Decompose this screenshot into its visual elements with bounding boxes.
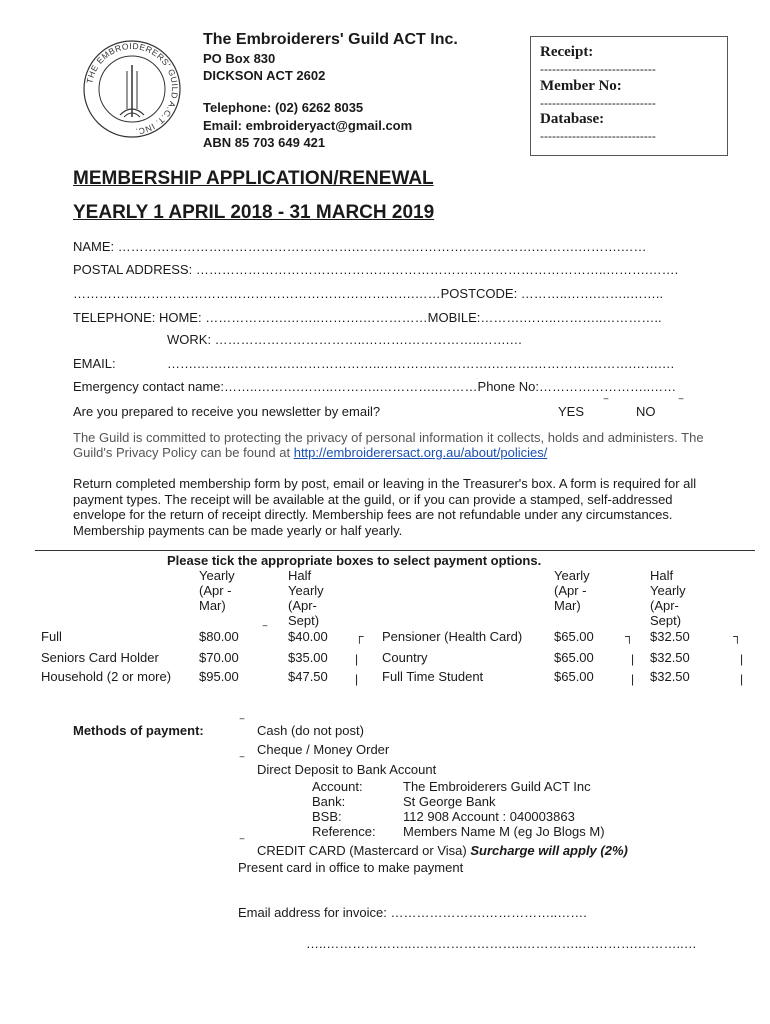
fee-seniors-half-checkbox[interactable]: | [355, 652, 359, 666]
fee-country-half: $32.50 [650, 650, 690, 665]
fee-student-half-checkbox[interactable]: | [740, 672, 744, 686]
member-no-line: ----------------------------- [540, 96, 656, 110]
direct-deposit-option: Direct Deposit to Bank Account [257, 762, 437, 777]
fee-country-yearly: $65.00 [554, 650, 594, 665]
telephone-field[interactable]: TELEPHONE: HOME: ……………….……..……….……………MOBILE:……….……..………..………….. [73, 310, 662, 325]
receipt-label: Receipt: [540, 44, 594, 60]
newsletter-yes-label: YES [558, 404, 585, 419]
bsb-value: 112 908 Account : 040003863 [403, 809, 575, 824]
fee-pensioner-half-checkbox[interactable]: ┐ [733, 629, 742, 643]
fee-country-yearly-checkbox[interactable]: | [631, 652, 635, 666]
fee-student-half: $32.50 [650, 669, 690, 684]
email-field[interactable]: …….…….…………….………………..………….………….……….………….……….…….… [167, 356, 675, 371]
fee-seniors-yearly: $70.00 [199, 650, 239, 665]
postcode-field[interactable]: …………………………………………………………………….……POSTCODE: ………..…….……..…….. [73, 286, 664, 301]
credit-card-option [257, 843, 628, 858]
privacy-text: The Guild is committed to protecting the privacy of personal information it collects, holds and administers. The Guild's Privacy Policy can be found at [73, 430, 704, 460]
bank-name-label: Bank: [312, 794, 346, 809]
left-yearly-header: Yearly (Apr - Mar) [199, 568, 235, 613]
return-instructions: Return completed membership form by post, email or leaving in the Treasurer's box. A form is required for all payment types. The receipt will be available at the guild, or if you can provide a stamped, self-addressed envelope for the return of receipt directly. Membership fees are not refundable under any circumstances. Membership payments can be made yearly or half yearly. [73, 476, 697, 538]
bsb-label: BSB: [312, 809, 342, 824]
newsletter-no-checkbox[interactable]: ‾ [679, 397, 683, 411]
org-email: Email: embroideryact@gmail.com [203, 118, 413, 133]
present-card-note: Present card in office to make payment [238, 860, 464, 875]
fee-full-half: $40.00 [288, 629, 328, 644]
org-telephone: Telephone: (02) 6262 8035 [203, 100, 364, 115]
bank-account-value: The Embroiderers Guild ACT Inc [403, 779, 591, 794]
newsletter-question: Are you prepared to receive you newsletter by email? [73, 404, 381, 419]
cash-option: Cash (do not post) [257, 723, 364, 738]
po-box: PO Box 830 [203, 51, 276, 66]
fee-seniors-name: Seniors Card Holder [41, 650, 159, 665]
direct-deposit-checkbox[interactable]: ‾ [240, 755, 244, 769]
right-half-yearly-header: Half Yearly (Apr- Sept) [650, 568, 686, 628]
fee-household-half-checkbox[interactable]: | [355, 672, 359, 686]
reference-value: Members Name M (eg Jo Blogs M) [403, 824, 605, 839]
fee-student-yearly-checkbox[interactable]: | [631, 672, 635, 686]
right-yearly-header: Yearly (Apr - Mar) [554, 568, 590, 613]
cheque-option: Cheque / Money Order [257, 742, 390, 757]
fee-household-name: Household (2 or more) [41, 669, 172, 684]
fee-pensioner-half: $32.50 [650, 629, 690, 644]
fee-full-half-checkbox[interactable]: ┌ [355, 629, 364, 643]
payment-methods-label: Methods of payment: [73, 723, 204, 738]
logo-ring-text: THE EMBROIDERERS' GUILD A.C.T. INC. [84, 40, 181, 137]
form-title: MEMBERSHIP APPLICATION/RENEWAL [73, 168, 434, 189]
guild-logo [80, 37, 184, 141]
fee-student-yearly: $65.00 [554, 669, 594, 684]
database-line: ----------------------------- [540, 129, 656, 143]
office-use-box [530, 36, 728, 156]
org-abn: ABN 85 703 649 421 [203, 135, 326, 150]
section-divider [35, 550, 755, 551]
fee-student-name: Full Time Student [382, 669, 484, 684]
fee-pensioner-yearly-checkbox[interactable]: ┐ [625, 629, 634, 643]
reference-label: Reference: [312, 824, 376, 839]
privacy-statement [73, 430, 713, 460]
invoice-email-line[interactable]: …..………………..……………………..…………..………….………..… [306, 936, 697, 951]
email-label: EMAIL: [73, 356, 116, 371]
fee-pensioner-name: Pensioner (Health Card) [382, 629, 523, 644]
fee-full-yearly: $80.00 [199, 629, 239, 644]
suburb: DICKSON ACT 2602 [203, 68, 326, 83]
receipt-line: ----------------------------- [540, 62, 656, 76]
surcharge-note: Surcharge will apply (2%) [470, 843, 628, 858]
postal-address-field[interactable]: POSTAL ADDRESS: …………………………………………………………………………………..……….……. [73, 262, 679, 277]
fee-country-half-checkbox[interactable]: | [740, 652, 744, 666]
fee-household-half: $47.50 [288, 669, 328, 684]
fees-heading: Please tick the appropriate boxes to select payment options. [167, 553, 542, 568]
fee-pensioner-yearly: $65.00 [554, 629, 594, 644]
newsletter-yes-checkbox[interactable]: ‾ [604, 397, 608, 411]
fee-full-yearly-checkbox[interactable]: ‾ [263, 624, 267, 638]
member-no-label: Member No: [540, 78, 622, 94]
cash-checkbox[interactable]: ‾ [240, 717, 244, 731]
work-phone-field[interactable]: WORK: ……………………………..……….……………..…….… [167, 332, 523, 347]
credit-card-checkbox[interactable]: ‾ [240, 837, 244, 851]
fee-household-yearly: $95.00 [199, 669, 239, 684]
fee-country-name: Country [382, 650, 428, 665]
form-period: YEARLY 1 APRIL 2018 - 31 MARCH 2019 [73, 202, 435, 223]
database-label: Database: [540, 111, 605, 127]
newsletter-no-label: NO [636, 404, 656, 419]
invoice-email-field[interactable]: Email address for invoice: ………………….……………..……. [238, 905, 587, 920]
org-name: The Embroiderers' Guild ACT Inc. [203, 31, 458, 48]
emergency-contact-field[interactable]: Emergency contact name:……..……….……..………..…………..………Phone No:……………………..…… [73, 379, 677, 394]
left-half-yearly-header: Half Yearly (Apr- Sept) [288, 568, 324, 628]
bank-account-label: Account: [312, 779, 363, 794]
privacy-policy-link[interactable]: http://embroiderersact.org.au/about/policies/ [293, 445, 548, 460]
fee-full-name: Full [41, 629, 62, 644]
fee-seniors-half: $35.00 [288, 650, 328, 665]
name-field[interactable]: NAME: ……………………………………………….………….………….…………….……….……….…… [73, 239, 647, 254]
bank-name-value: St George Bank [403, 794, 496, 809]
credit-card-label: CREDIT CARD (Mastercard or Visa) [257, 843, 467, 858]
